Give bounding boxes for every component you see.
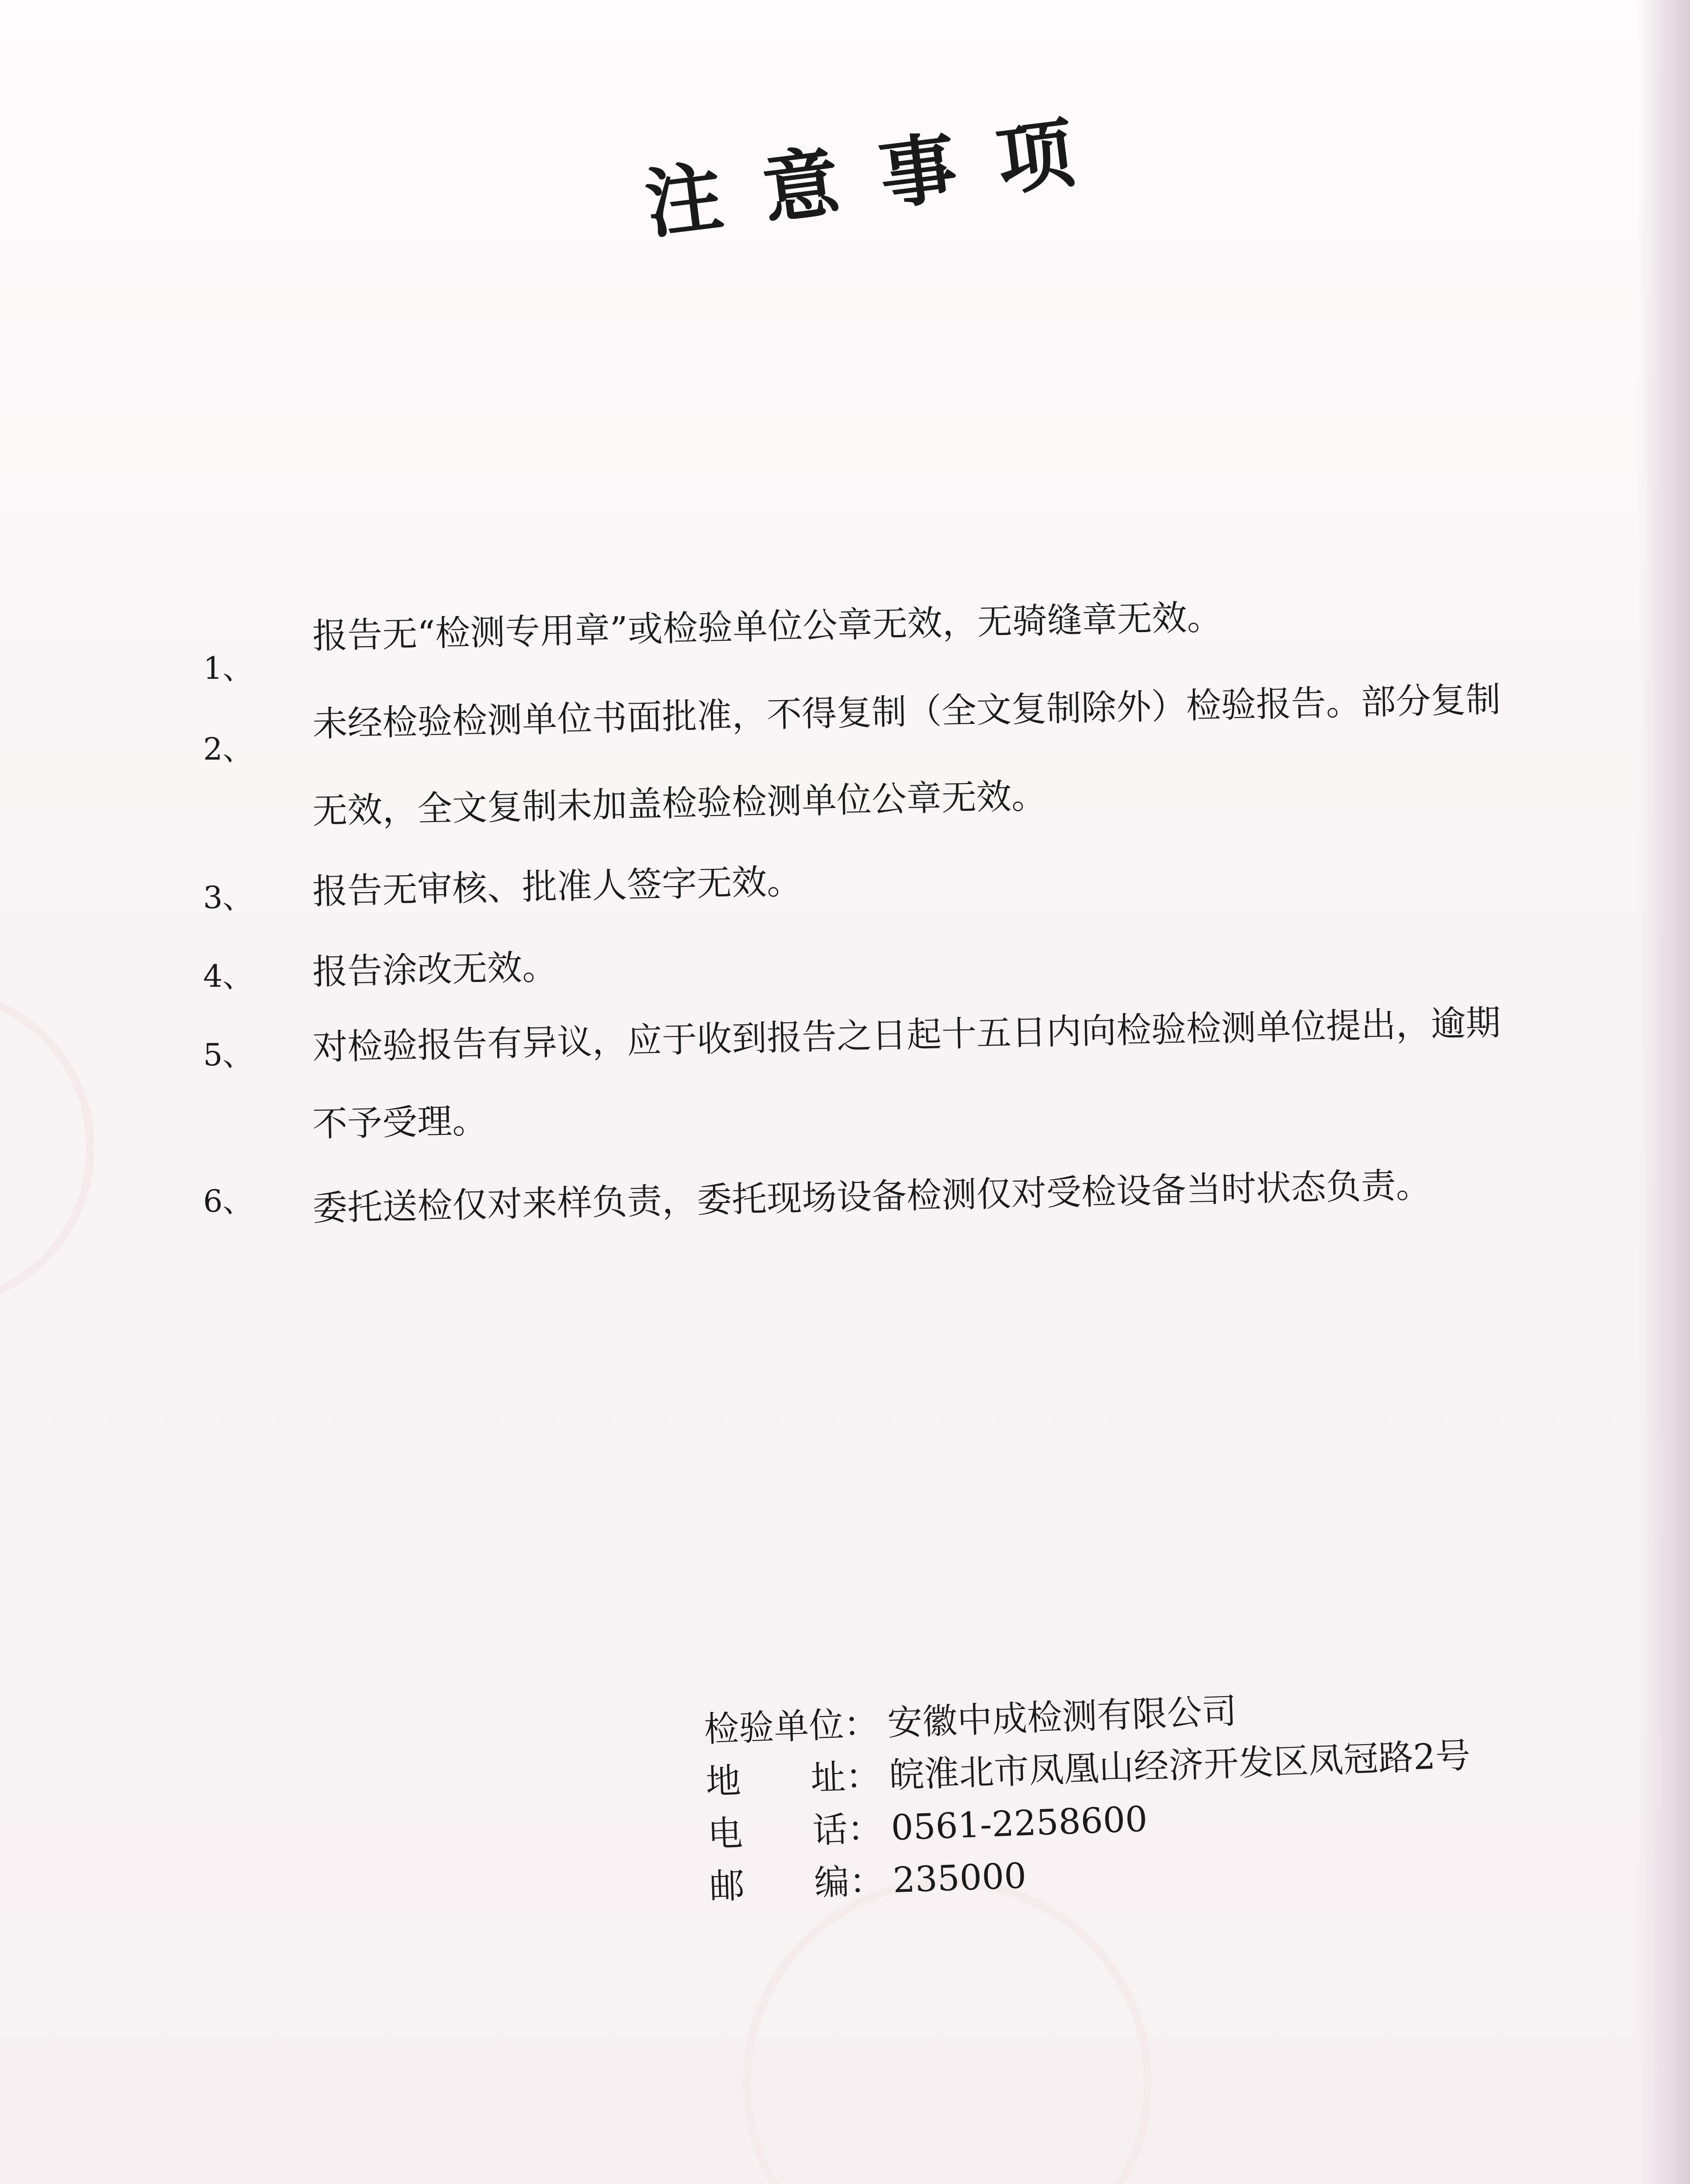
notice-2-line-2: 无效，全文复制未加盖检验检测单位公章无效。 (312, 775, 1047, 832)
notice-2-line-1: 未经检验检测单位书面批准，不得复制（全文复制除外）检验报告。部分复制 (312, 679, 1501, 745)
page-title: 注意事项 (641, 103, 1120, 250)
notice-6-line-1: 委托送检仅对来样负责，委托现场设备检测仅对受检设备当时状态负责。 (312, 1165, 1431, 1229)
notice-1-line-1: 报告无“检测专用章”或检验单位公章无效，无骑缝章无效。 (312, 597, 1222, 657)
notice-5-number: 5、 (203, 1037, 253, 1073)
notice-3-number: 3、 (203, 880, 253, 916)
notice-2-number: 2、 (203, 731, 253, 767)
issuer-address-value: 皖淮北市凤凰山经济开发区凤冠路2号 (888, 1735, 1472, 1796)
notice-6-number: 6、 (203, 1183, 253, 1219)
issuer-unit-value: 安徽中成检测有限公司 (887, 1690, 1238, 1744)
notice-5-line-1: 对检验报告有异议，应于收到报告之日起十五日内向检验检测单位提出，逾期 (312, 1002, 1501, 1068)
notice-4-line-1: 报告涂改无效。 (312, 947, 558, 992)
issuer-info (703, 1682, 1585, 1939)
notice-5-line-2: 不予受理。 (312, 1100, 488, 1145)
issuer-phone-label: 电 话： (707, 1807, 883, 1855)
issuer-postcode-label: 邮 编： (709, 1860, 885, 1907)
issuer-postcode-value: 235000 (892, 1855, 1027, 1901)
issuer-address-label: 地 址： (705, 1755, 881, 1802)
notice-4-number: 4、 (203, 958, 253, 994)
issuer-unit-label: 检验单位： (703, 1703, 880, 1750)
scan-edge-shadow (1638, 0, 1690, 2184)
notice-1-number: 1、 (203, 650, 253, 686)
issuer-phone-value: 0561-2258600 (890, 1798, 1148, 1849)
notice-3-line-1: 报告无审核、批准人签字无效。 (312, 861, 802, 912)
